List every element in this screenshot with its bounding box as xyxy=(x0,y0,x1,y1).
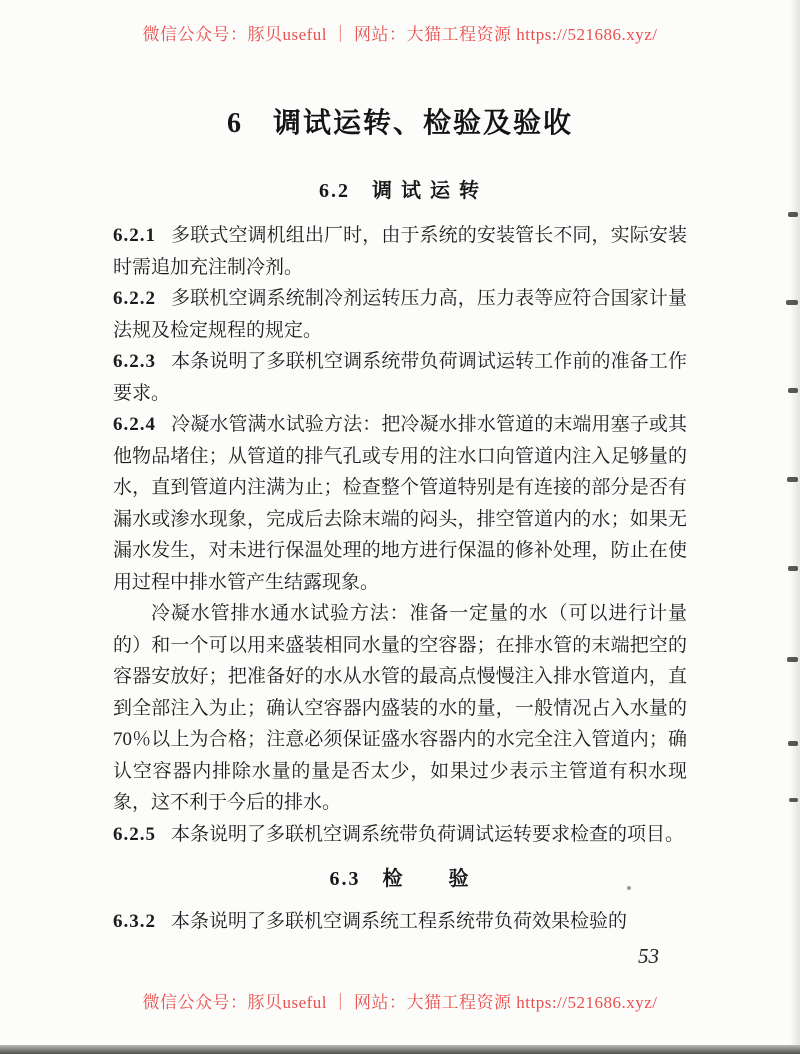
page-number: 53 xyxy=(638,943,659,968)
clause-paragraph-6-2-1 xyxy=(113,220,687,283)
clause-paragraph-6-2-4-continued xyxy=(113,598,687,819)
clause-text: 冷凝水管满水试验方法：把冷凝水排水管道的末端用塞子或其他物品堵住；从管道的排气孔或专用的注水口向管道内注入足够量的水，直到管道内注满为止；检查整个管道特别是有连接的部分是否有漏水或渗水现象，完成后去除末端的闷头，排空管道内的水；如果无漏水发生，对未进行保温处理的地方进行保温的修补处理，防止在使用过程中排水管产生结露现象。 xyxy=(113,414,687,593)
clause-text: 本条说明了多联机空调系统带负荷调试运转工作前的准备工作要求。 xyxy=(113,351,687,404)
clause-number: 6.2.1 xyxy=(113,225,156,246)
clause-number: 6.2.2 xyxy=(113,288,156,309)
scan-artifact xyxy=(786,300,798,305)
clause-number: 6.3.2 xyxy=(113,911,156,932)
scan-artifact xyxy=(787,477,798,482)
clause-text: 本条说明了多联机空调系统工程系统带负荷效果检验的 xyxy=(171,911,628,932)
clause-paragraph-6-2-4 xyxy=(113,409,687,598)
clause-paragraph-6-2-3 xyxy=(113,346,687,409)
scan-artifact xyxy=(788,388,798,393)
clause-text: 多联式空调机组出厂时，由于系统的安装管长不同，实际安装时需追加充注制冷剂。 xyxy=(113,225,687,278)
scan-artifact xyxy=(789,798,798,802)
clause-text: 冷凝水管排水通水试验方法：准备一定量的水（可以进行计量的）和一个可以用来盛装相同水量的空容器；在排水管的末端把空的容器安放好；把准备好的水从水管的最高点慢慢注入排水管道内，直到全部注入为止；确认空容器内盛装的水的量，一般情况占入水量的 70％以上为合格；注意必须保证盛水容器内的水完全注入管道内；确认空容器内排除水量的量是否太少，如果过少表示主管道有积水现象，这不利于今后的排水。 xyxy=(113,603,687,813)
watermark-header: 微信公众号：豚贝useful ｜ 网站：大猫工程资源 https://521686.xyz/ xyxy=(142,25,658,44)
document-content xyxy=(113,106,687,969)
clause-number: 6.2.5 xyxy=(113,823,156,845)
scan-artifact xyxy=(788,741,798,746)
clause-number: 6.2.3 xyxy=(113,351,156,372)
clause-paragraph-6-3-2 xyxy=(113,906,687,938)
scan-artifact xyxy=(788,566,798,571)
scan-artifact xyxy=(788,212,798,217)
clause-number: 6.2.4 xyxy=(113,414,156,435)
clause-paragraph-6-2-5 xyxy=(113,819,687,851)
page-bottom-edge xyxy=(0,1045,800,1054)
clause-text: 本条说明了多联机空调系统带负荷调试运转要求检查的项目。 xyxy=(171,823,685,845)
clause-paragraph-6-2-2 xyxy=(113,283,687,346)
clause-text: 多联机空调系统制冷剂运转压力高，压力表等应符合国家计量法规及检定规程的规定。 xyxy=(113,288,687,341)
section-heading-6-3: 6.3 检 验 xyxy=(329,868,471,890)
section-heading-6-2: 6.2 调 试 运 转 xyxy=(319,180,481,202)
page-right-edge xyxy=(790,0,800,1054)
watermark-footer: 微信公众号：豚贝useful ｜ 网站：大猫工程资源 https://521686.xyz/ xyxy=(142,993,658,1012)
scan-artifact xyxy=(787,657,798,662)
chapter-title: 6 调试运转、检验及验收 xyxy=(226,108,573,139)
